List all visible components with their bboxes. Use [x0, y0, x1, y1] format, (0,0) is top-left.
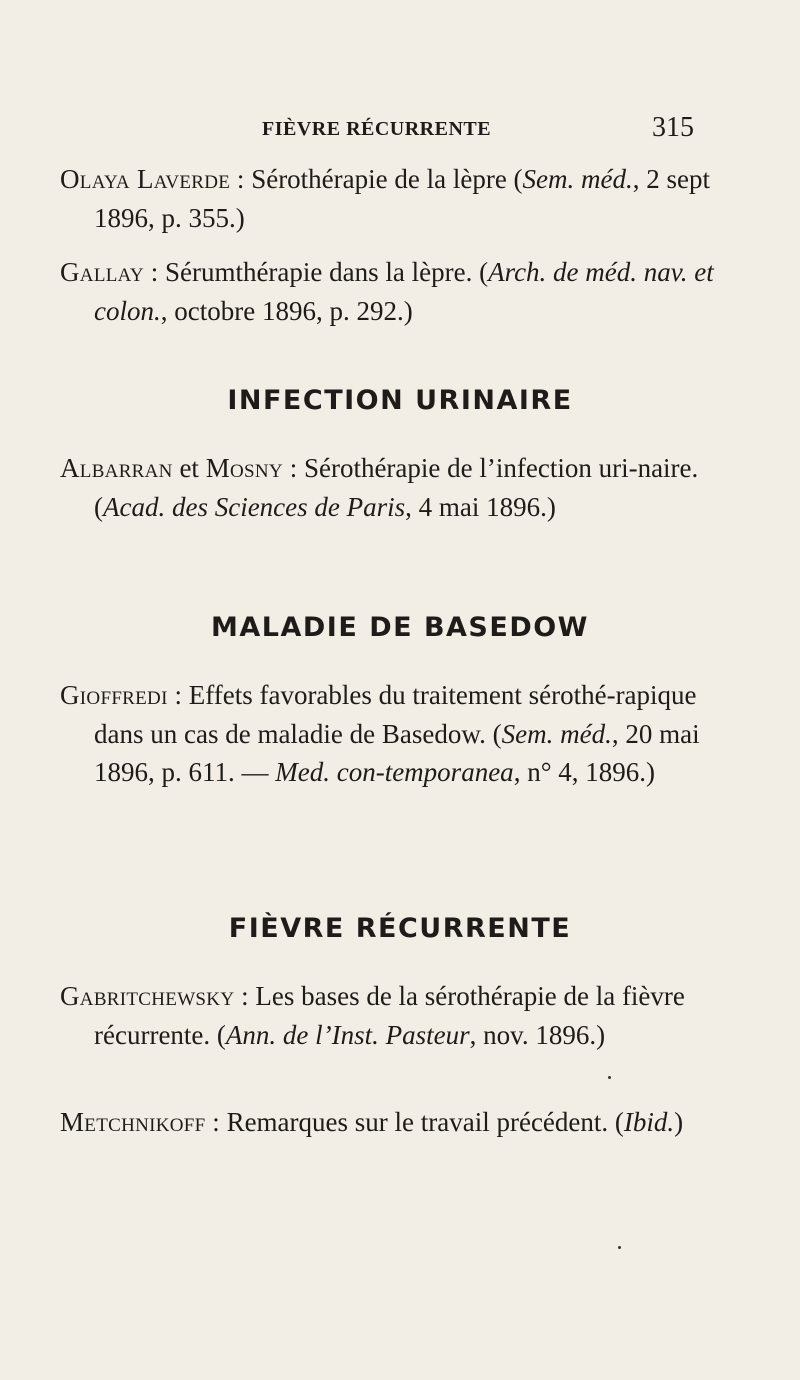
entry-journal: Arch. de méd. nav. et colon.	[94, 257, 714, 326]
entry-separator: :	[167, 680, 189, 710]
entry-connector: et	[172, 453, 206, 483]
section-heading-fievre-recurrente: FIÈVRE RÉCURRENTE	[228, 913, 572, 944]
entry-journal: Sem. méd.	[522, 164, 633, 194]
running-head	[0, 112, 800, 152]
bibliography-entry	[60, 977, 744, 1054]
entry-author: Olaya Laverde	[60, 164, 231, 194]
bibliography-entry	[60, 676, 744, 792]
entry-separator: :	[234, 981, 256, 1011]
entry-author: Albarran	[60, 453, 173, 483]
entry-author: Gabritchewsky	[60, 981, 235, 1011]
entry-separator: :	[205, 1107, 227, 1137]
entry-title: Sérothérapie de la lèpre (	[251, 164, 523, 194]
entry-journal: Sem. méd.	[501, 718, 612, 749]
bibliography-entry	[60, 449, 744, 526]
entry-separator: :	[230, 164, 252, 194]
entry-reference: , 4 mai 1896.)	[405, 491, 556, 522]
entry-reference: , 2 sept 1896, p. 355.)	[94, 164, 711, 233]
entry-author: Gallay	[60, 257, 144, 287]
entry-title: Effets favorables du traitement sérothé-rapique dans un cas de maladie de Basedow. (	[94, 680, 697, 749]
entry-journal: Ann. de l’Inst. Pasteur	[225, 1019, 470, 1050]
paper-speck	[608, 1076, 611, 1079]
bibliography-entry	[60, 253, 744, 330]
entry-author: Metchnikoff	[60, 1107, 206, 1137]
entry-reference: , octobre 1896, p. 292.)	[160, 295, 413, 326]
entry-title: Remarques sur le travail précédent. (	[226, 1107, 624, 1137]
entry-separator: :	[143, 257, 165, 287]
entry-reference: , nov. 1896.)	[469, 1019, 606, 1050]
entry-reference: , 20 mai 1896, p. 611. —	[94, 718, 700, 787]
entry-author-2: Mosny	[205, 453, 283, 483]
section-heading-maladie-de-basedow: MALADIE DE BASEDOW	[211, 612, 589, 643]
entry-author: Gioffredi	[60, 680, 168, 710]
entry-journal-2: Med. con-temporanea	[275, 757, 514, 787]
entry-title: Sérothérapie de l’infection uri-naire. (	[94, 453, 699, 522]
entry-journal: Acad. des Sciences de Paris	[103, 491, 406, 522]
entry-title: Les bases de la sérothérapie de la fièvre récurrente. (	[94, 981, 685, 1050]
paper-speck	[618, 1246, 621, 1249]
running-title: FIÈVRE RÉCURRENTE	[262, 118, 492, 140]
entry-reference-2: , n° 4, 1896.)	[513, 757, 655, 787]
entry-journal: Ibid.	[623, 1107, 675, 1137]
page-number: 315	[652, 112, 694, 143]
bibliography-entry	[60, 160, 744, 237]
entry-title: Sérumthérapie dans la lèpre. (	[164, 257, 489, 287]
bibliography-entry	[60, 1103, 744, 1142]
entry-reference: )	[674, 1107, 684, 1137]
entry-separator: :	[282, 453, 304, 483]
section-heading-infection-urinaire: INFECTION URINAIRE	[227, 385, 573, 416]
